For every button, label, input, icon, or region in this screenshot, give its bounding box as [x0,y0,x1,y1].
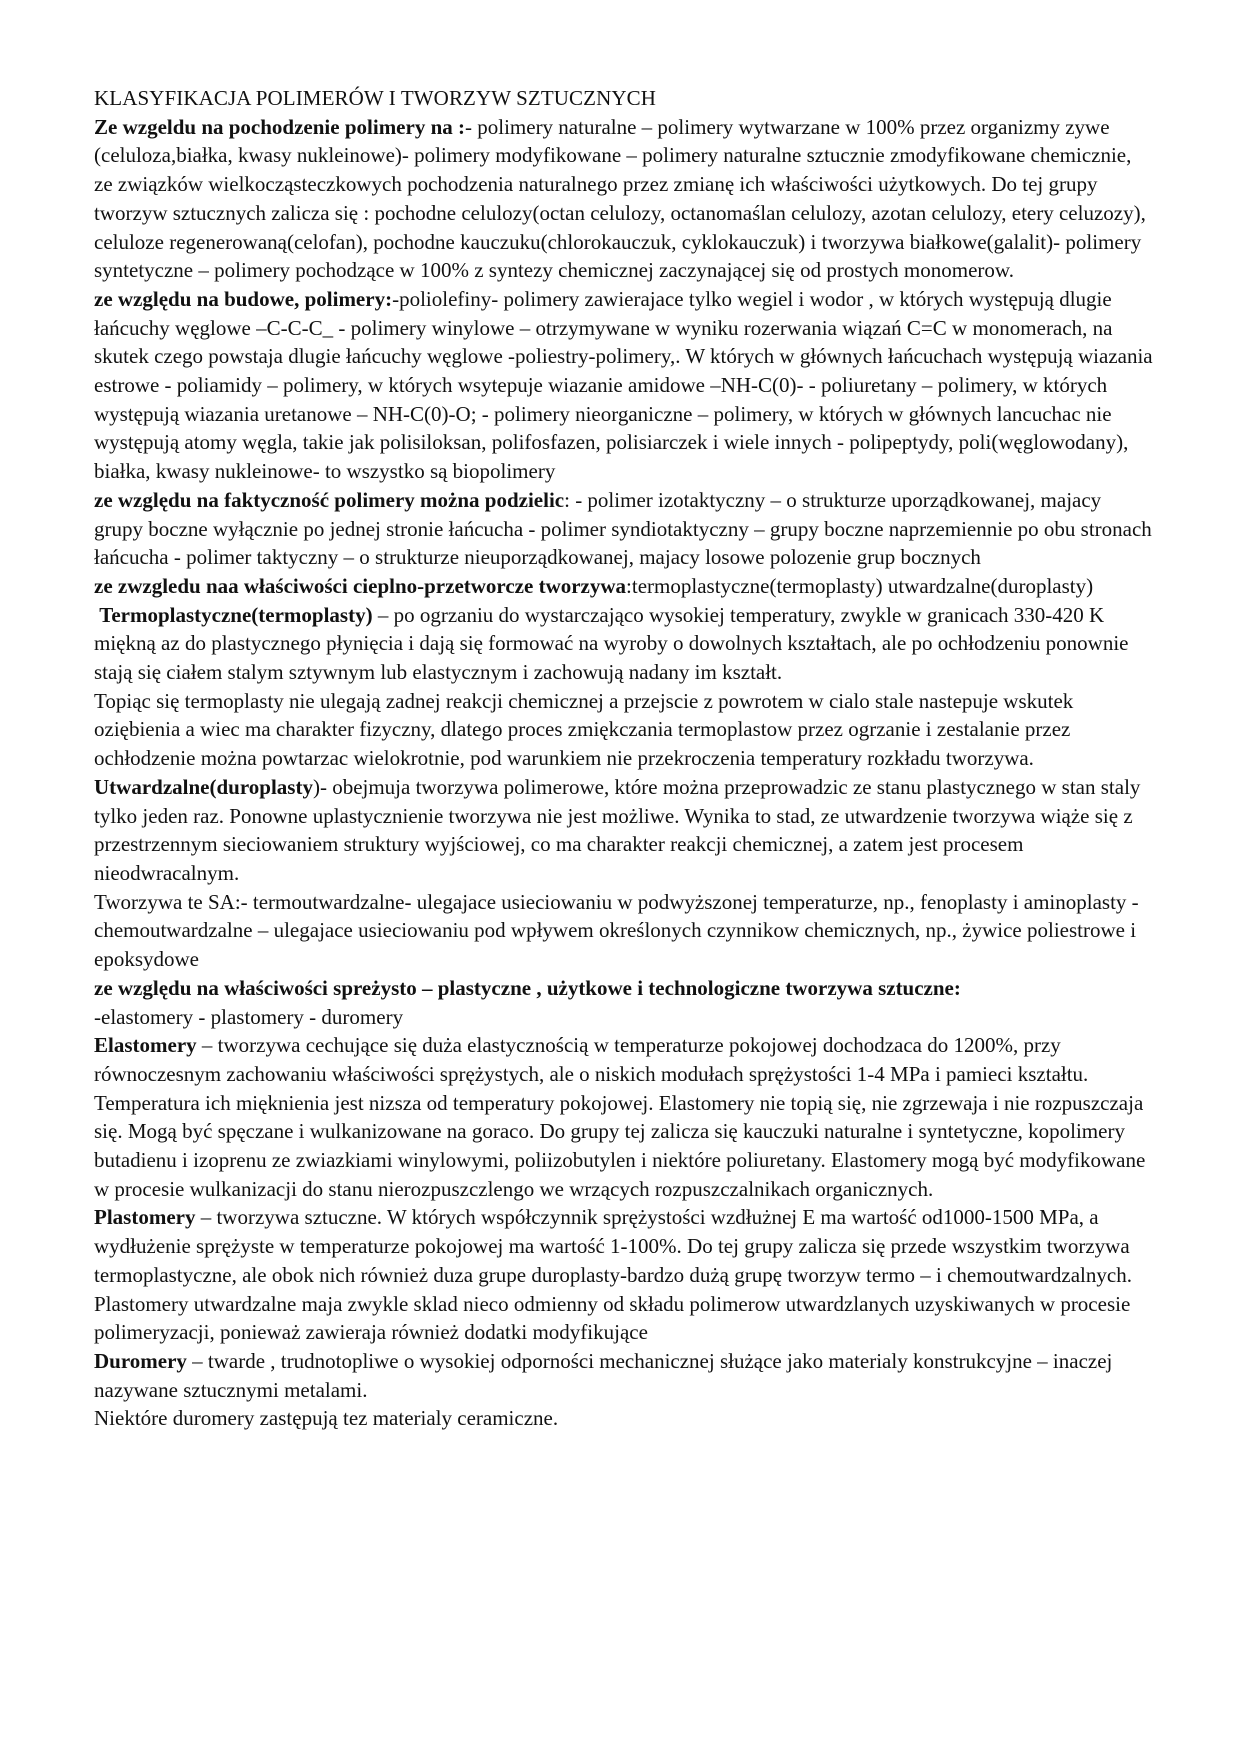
section-thermal [94,572,1154,601]
section-thermosets [94,773,1154,888]
section-duromers [94,1347,1154,1404]
section-text: )- obejmuja tworzywa polimerowe, które można przeprowadzic ze stanu plastycznego w stan staly tylko jeden raz. Ponowne uplastycznienie tworzywa nie jest możliwe. Wynika to stad, ze utwardzenie tworzywa wiąże się z przestrzennym sieciowaniem struktury wyjściowej, co ma charakter reakcji chemicznej, a zatem jest procesem nieodwracalnym. [94,774,1141,885]
section-heading: ze względu na właściwości spreżysto – plastyczne , użytkowe i technologiczne tworzywa sztuczne: [94,975,961,1000]
section-mechanical [94,974,1154,1003]
section-text: : - polimer izotaktyczny – o strukturze uporządkowanej, majacy grupy boczne wyłącznie po jednej stronie łańcucha - polimer syndiotaktyczny – grupy boczne naprzemiennie po obu stronach łańcucha - polimer taktyczny – o strukturze nieuporządkowanej, majacy losowe polozenie grup bocznych [94,487,1152,570]
paragraph-duromers-ceramics: Niektóre duromery zastępują tez materialy ceramiczne. [94,1406,559,1431]
section-heading: Termoplastyczne(termoplasty) [99,602,373,627]
section-heading: ze zwzgledu naa właściwości cieplno-przetworcze tworzywa [94,573,627,598]
mechanical-list: -elastomery - plastomery - duromery [94,1004,404,1029]
section-text: -poliolefiny- polimery zawierajace tylko wegiel i wodor , w których występują dlugie łańcuchy węglowe –C-C-C_ - polimery winylowe – otrzymywane w wyniku rozerwania wiązań C=C w monomerach, na skutek czego powstaja dlugie łańcuchy węglowe -poliestry-polimery,. W których w głównych łańcuchach występują wiazania estrowe - poliamidy – polimery, w których wsytepuje wiazanie amidowe –NH-C(0)- - poliuretany – polimery, w których występują wiazania uretanowe – NH-C(0)-O; - polimery nieorganiczne – polimery, w których w głównych lancuchac nie występują atomy węgla, takie jak polisiloksan, polifosfazen, polisiarczek i wiele innych - polipeptydy, poli(węglowodany), białka, kwasy nukleinowe- to wszystko są biopolimery [94,286,1153,484]
section-heading: Plastomery [94,1205,196,1230]
section-heading: ze względu na budowe, polimery: [94,286,393,311]
section-text: – tworzywa cechujące się duża elastycznością w temperaturze pokojowej dochodzaca do 1200%, przy równoczesnym zachowaniu właściwości sprężystych, ale o niskich modułach sprężystości 1-4 MPa i pamieci kształtu. Temperatura ich mięknienia jest nizsza od temperatury pokojowej. Elastomery nie topią się, nie zgrzewaja i nie rozpuszczaja się. Mogą być spęczane i wulkanizowane na goraco. Do grupy tej zalicza się kauczuki naturalne i syntetyczne, kopolimery butadienu i izoprenu ze zwiazkiami winylowymi, poliizobutylen i niektóre poliuretany. Elastomery mogą być modyfikowane w procesie wulkanizacji do stanu nierozpuszczlengo we wrzących rozpuszczalnikach organicznych. [94,1033,1146,1201]
section-thermoplastics [94,601,1154,687]
section-text: – twarde , trudnotopliwe o wysokiej odporności mechanicznej służące jako materialy konstrukcyjne – inaczej nazywane sztucznymi metalami. [94,1348,1113,1402]
section-elastomers [94,1031,1154,1203]
document-title: KLASYFIKACJA POLIMERÓW I TWORZYW SZTUCZNYCH [94,86,656,110]
section-tacticity [94,486,1154,572]
section-heading: Duromery [94,1348,187,1373]
section-text: – tworzywa sztuczne. W których współczynnik sprężystości wzdłużnej E ma wartość od1000-1500 MPa, a wydłużenie sprężyste w temperaturze pokojowej ma wartość 1-100%. Do tej grupy zalicza się przede wszystkim tworzywa termoplastyczne, ale obok nich również duza grupe duroplasty-bardzo dużą grupę tworzyw termo – i chemoutwardzalnych. Plastomery utwardzalne maja zwykle sklad nieco odmienny od składu polimerow utwardzlanych uzyskiwanych w procesie polimeryzacji, ponieważ zawieraja również dodatki modyfikujące [94,1205,1132,1345]
paragraph-thermoplastics-melting: Topiąc się termoplasty nie ulegają zadnej reakcji chemicznej a przejscie z powrotem w cialo stale nastepuje wskutek oziębienia a wiec ma charakter fizyczny, dlatego proces zmiękczania termoplastow przez ogrzanie i zestalanie przez ochłodzenie można powtarzac wielokrotnie, pod warunkiem nie przekroczenia temperatury rozkładu tworzywa. [94,688,1074,771]
section-text: - polimery naturalne – polimery wytwarzane w 100% przez organizmy zywe (celuloza,białka, kwasy nukleinowe)- polimery modyfikowane – polimery naturalne sztucznie zmodyfikowane chemicznie, ze związków wielkocząsteczkowych pochodzenia naturalnego przez zmianę ich właściwości użytkowych. Do tej grupy tworzyw sztucznych zalicza się : pochodne celulozy(octan celulozy, octanomaślan celulozy, azotan celulozy, etery celuzozy), celuloze regenerowaną(celofan), pochodne kauczuku(chlorokauczuk, cyklokauczuk) i tworzywa białkowe(galalit)- polimery syntetyczne – polimery pochodzące w 100% z syntezy chemicznej zaczynającej się od prostych monomerow. [94,114,1146,283]
section-plastomers [94,1203,1154,1347]
section-text: – po ogrzaniu do wystarczająco wysokiej temperatury, zwykle w granicach 330-420 K miękną az do plastycznego płynięcia i dają się formować na wyroby o dowolnych kształtach, ale po ochłodzeniu ponownie stają się ciałem stalym sztywnym lub elastycznym i zachowują nadany im kształt. [94,602,1129,685]
document-page [94,84,1154,1433]
paragraph-thermosets-types: Tworzywa te SA:- termoutwardzalne- ulegajace usieciowaniu w podwyższonej temperaturze, np., fenoplasty i aminoplasty - chemoutwardzalne – ulegajace usieciowaniu pod wpływem określonych czynnikow chemicznych, np., żywice poliestrowe i epoksydowe [94,889,1139,972]
section-heading: Ze wzgeldu na pochodzenie polimery na : [94,114,465,139]
section-origin [94,113,1154,285]
section-text: :termoplastyczne(termoplasty) utwardzalne(duroplasty) [626,573,1094,598]
section-structure [94,285,1154,486]
section-heading: ze względu na faktyczność polimery można podzielic [94,487,565,512]
section-heading: Elastomery [94,1033,197,1058]
section-heading: Utwardzalne(duroplasty [94,774,313,799]
